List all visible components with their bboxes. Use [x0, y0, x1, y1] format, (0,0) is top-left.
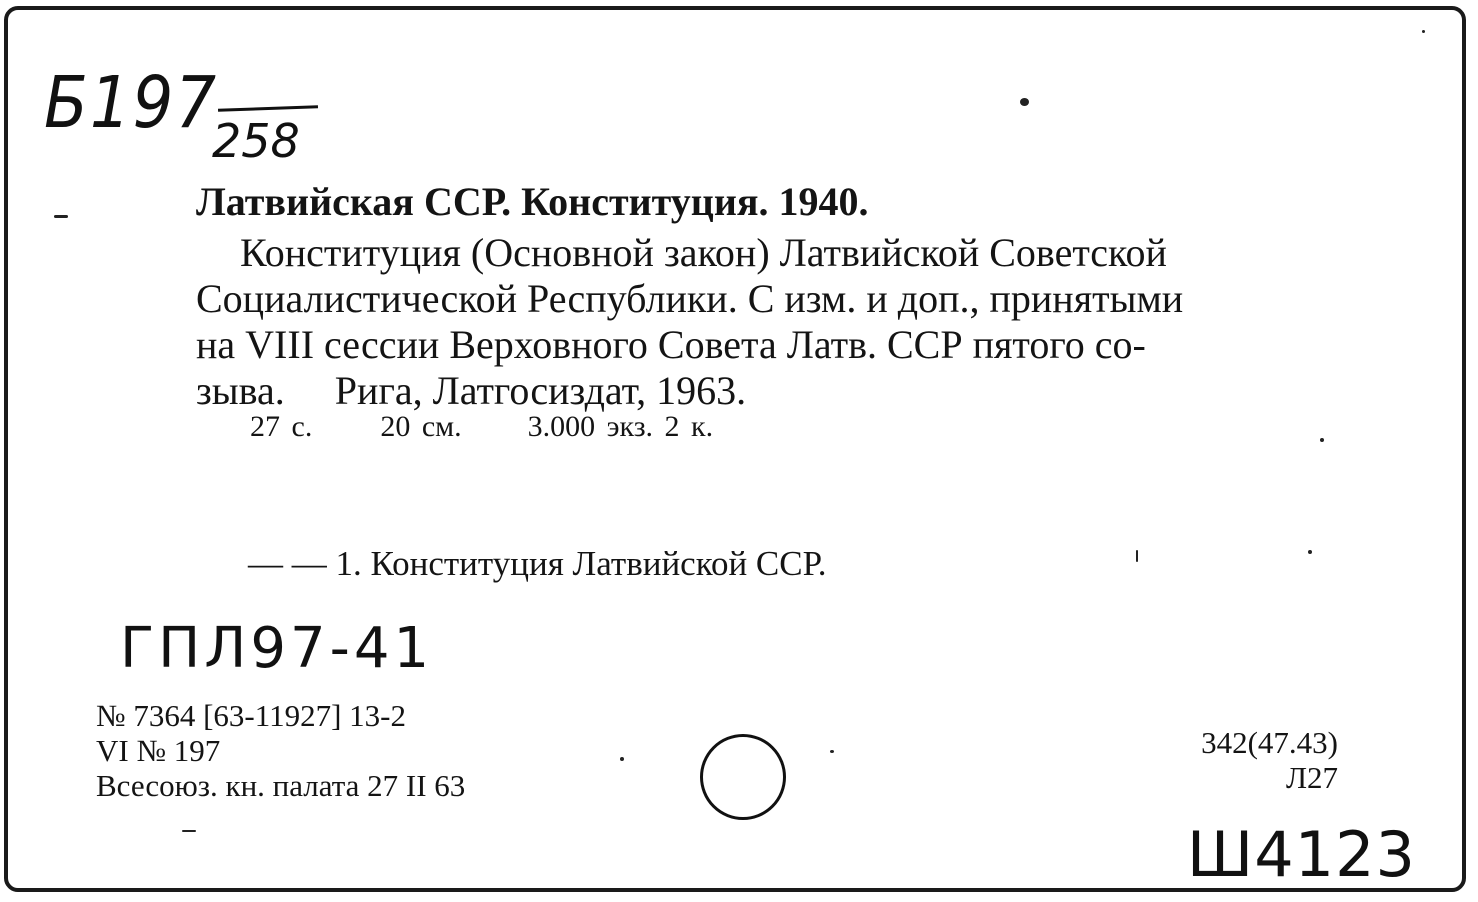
- footer-line-1: № 7364 [63-11927] 13-2: [96, 698, 406, 733]
- speck: [54, 215, 68, 218]
- catalog-card: [4, 6, 1466, 892]
- call-number-main: Б197: [44, 62, 219, 145]
- subject-tracing: — — 1. Конституция Латвийской ССР.: [248, 544, 827, 583]
- collation-size: 20 см.: [380, 410, 462, 443]
- speck: [182, 830, 196, 832]
- speck: [620, 757, 624, 761]
- speck: [1422, 30, 1425, 33]
- author-mark: Л27: [1285, 760, 1338, 795]
- collation: [250, 410, 713, 444]
- body-line-3: на VIII сессии Верховного Совета Латв. ССР пятого со-: [196, 322, 1146, 367]
- body-line-1: Конституция (Основной закон) Латвийской Советской: [240, 230, 1167, 275]
- speck: [1020, 98, 1029, 106]
- classification-code: 342(47.43): [1201, 725, 1338, 760]
- footer-line-2: VI № 197: [96, 733, 221, 768]
- handwritten-mark: ГПЛ97-41: [120, 616, 434, 681]
- speck: [1320, 438, 1324, 442]
- collation-pages: 27 с.: [250, 410, 313, 443]
- body-line-4: зыва. Рига, Латгосиздат, 1963.: [196, 368, 747, 413]
- speck: [1308, 550, 1312, 554]
- speck: [1136, 550, 1138, 562]
- speck: [830, 750, 834, 753]
- call-number-divider: [218, 105, 318, 111]
- heading: Латвийская ССР. Конституция. 1940.: [196, 179, 869, 224]
- footer-line-3: Всесоюз. кн. палата 27 II 63: [96, 768, 466, 803]
- collation-copies-price: 3.000 экз. 2 к.: [527, 410, 714, 443]
- call-number-sub: 258: [212, 114, 300, 168]
- punch-hole: [700, 734, 786, 820]
- body-line-2: Социалистической Республики. С изм. и доп., принятыми: [196, 276, 1184, 321]
- inventory-number: Ш4123: [1186, 818, 1416, 891]
